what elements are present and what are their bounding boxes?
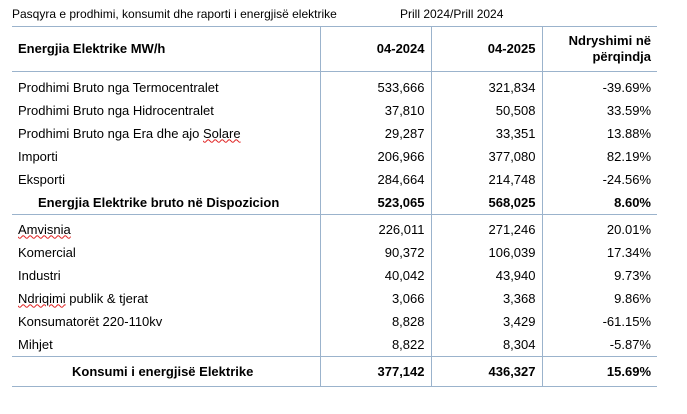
table-row <box>12 145 657 168</box>
row-value-2025: 377,080 <box>431 145 542 168</box>
row-change: 17.34% <box>542 241 657 264</box>
total-row <box>12 357 657 387</box>
spellcheck-flagged-word: Amvisnia <box>18 221 71 237</box>
row-value-2024: 8,822 <box>320 333 431 357</box>
row-label: Prodhimi Bruto nga Hidrocentralet <box>18 102 214 118</box>
header-row <box>12 27 657 72</box>
row-value-2024: 533,666 <box>320 72 431 100</box>
spellcheck-flagged-word: Ndriqimi <box>18 290 66 306</box>
row-label: Prodhimi Bruto nga Termocentralet <box>18 79 219 95</box>
row-label-main: Prodhimi Bruto nga Era dhe ajo <box>18 125 203 141</box>
row-label-rest: publik & tjerat <box>65 290 149 306</box>
row-value-2025: 321,834 <box>431 72 542 100</box>
row-value-2025: 33,351 <box>431 122 542 145</box>
table-row <box>12 333 657 357</box>
row-value-2024: 284,664 <box>320 168 431 191</box>
row-value-2024: 90,372 <box>320 241 431 264</box>
spellcheck-flagged-word: Solare <box>203 125 241 141</box>
row-value-2025: 214,748 <box>431 168 542 191</box>
row-change: -24.56% <box>542 168 657 191</box>
row-change: -39.69% <box>542 72 657 100</box>
subtotal-value-2025: 568,025 <box>431 191 542 215</box>
header-change-line1: Ndryshimi në <box>568 33 651 48</box>
caption-period: Prill 2024/Prill 2024 <box>400 7 504 21</box>
row-label: Konsumatorët 220-110kv <box>18 313 163 329</box>
header-change-line2: përqindja <box>592 49 651 64</box>
row-value-2025: 271,246 <box>431 215 542 242</box>
row-value-2024: 8,828 <box>320 310 431 333</box>
row-value-2025: 43,940 <box>431 264 542 287</box>
subtotal-value-2024: 523,065 <box>320 191 431 215</box>
row-label <box>12 287 320 310</box>
row-value-2024: 226,011 <box>320 215 431 242</box>
caption-title: Pasqyra e prodhimi, konsumit dhe raporti i energjisë elektrike <box>12 7 337 21</box>
row-change: -61.15% <box>542 310 657 333</box>
header-2025: 04-2025 <box>431 27 542 72</box>
row-change: 82.19% <box>542 145 657 168</box>
row-label: Komercial <box>18 244 76 260</box>
table-row <box>12 215 657 242</box>
row-value-2024: 3,066 <box>320 287 431 310</box>
row-value-2024: 206,966 <box>320 145 431 168</box>
row-label: Industri <box>18 267 61 283</box>
header-2024: 04-2024 <box>320 27 431 72</box>
table-row <box>12 122 657 145</box>
row-value-2024: 37,810 <box>320 99 431 122</box>
row-label: Importi <box>18 148 58 164</box>
row-label <box>12 122 320 145</box>
row-change: 13.88% <box>542 122 657 145</box>
row-change: 33.59% <box>542 99 657 122</box>
table-row <box>12 287 657 310</box>
row-value-2024: 40,042 <box>320 264 431 287</box>
row-value-2025: 106,039 <box>431 241 542 264</box>
row-value-2025: 8,304 <box>431 333 542 357</box>
table-row <box>12 99 657 122</box>
row-value-2025: 3,429 <box>431 310 542 333</box>
table-row <box>12 310 657 333</box>
total-label: Konsumi i energjisë Elektrike <box>12 357 320 387</box>
row-value-2025: 50,508 <box>431 99 542 122</box>
row-label: Eksporti <box>18 171 65 187</box>
total-change: 15.69% <box>542 357 657 387</box>
subtotal-label: Energjia Elektrike bruto në Dispozicion <box>12 191 320 215</box>
row-change: 20.01% <box>542 215 657 242</box>
subtotal-row <box>12 191 657 215</box>
table-row <box>12 264 657 287</box>
total-value-2024: 377,142 <box>320 357 431 387</box>
header-label: Energjia Elektrike MW/h <box>12 27 320 72</box>
row-change: 9.86% <box>542 287 657 310</box>
energy-table <box>12 26 657 387</box>
row-label: Mihjet <box>18 336 53 352</box>
header-change <box>542 27 657 72</box>
row-value-2025: 3,368 <box>431 287 542 310</box>
row-value-2024: 29,287 <box>320 122 431 145</box>
row-change: -5.87% <box>542 333 657 357</box>
table-caption <box>12 7 512 23</box>
subtotal-change: 8.60% <box>542 191 657 215</box>
total-value-2025: 436,327 <box>431 357 542 387</box>
row-label <box>12 215 320 242</box>
row-change: 9.73% <box>542 264 657 287</box>
table-row <box>12 241 657 264</box>
table-row <box>12 168 657 191</box>
table-row <box>12 72 657 100</box>
